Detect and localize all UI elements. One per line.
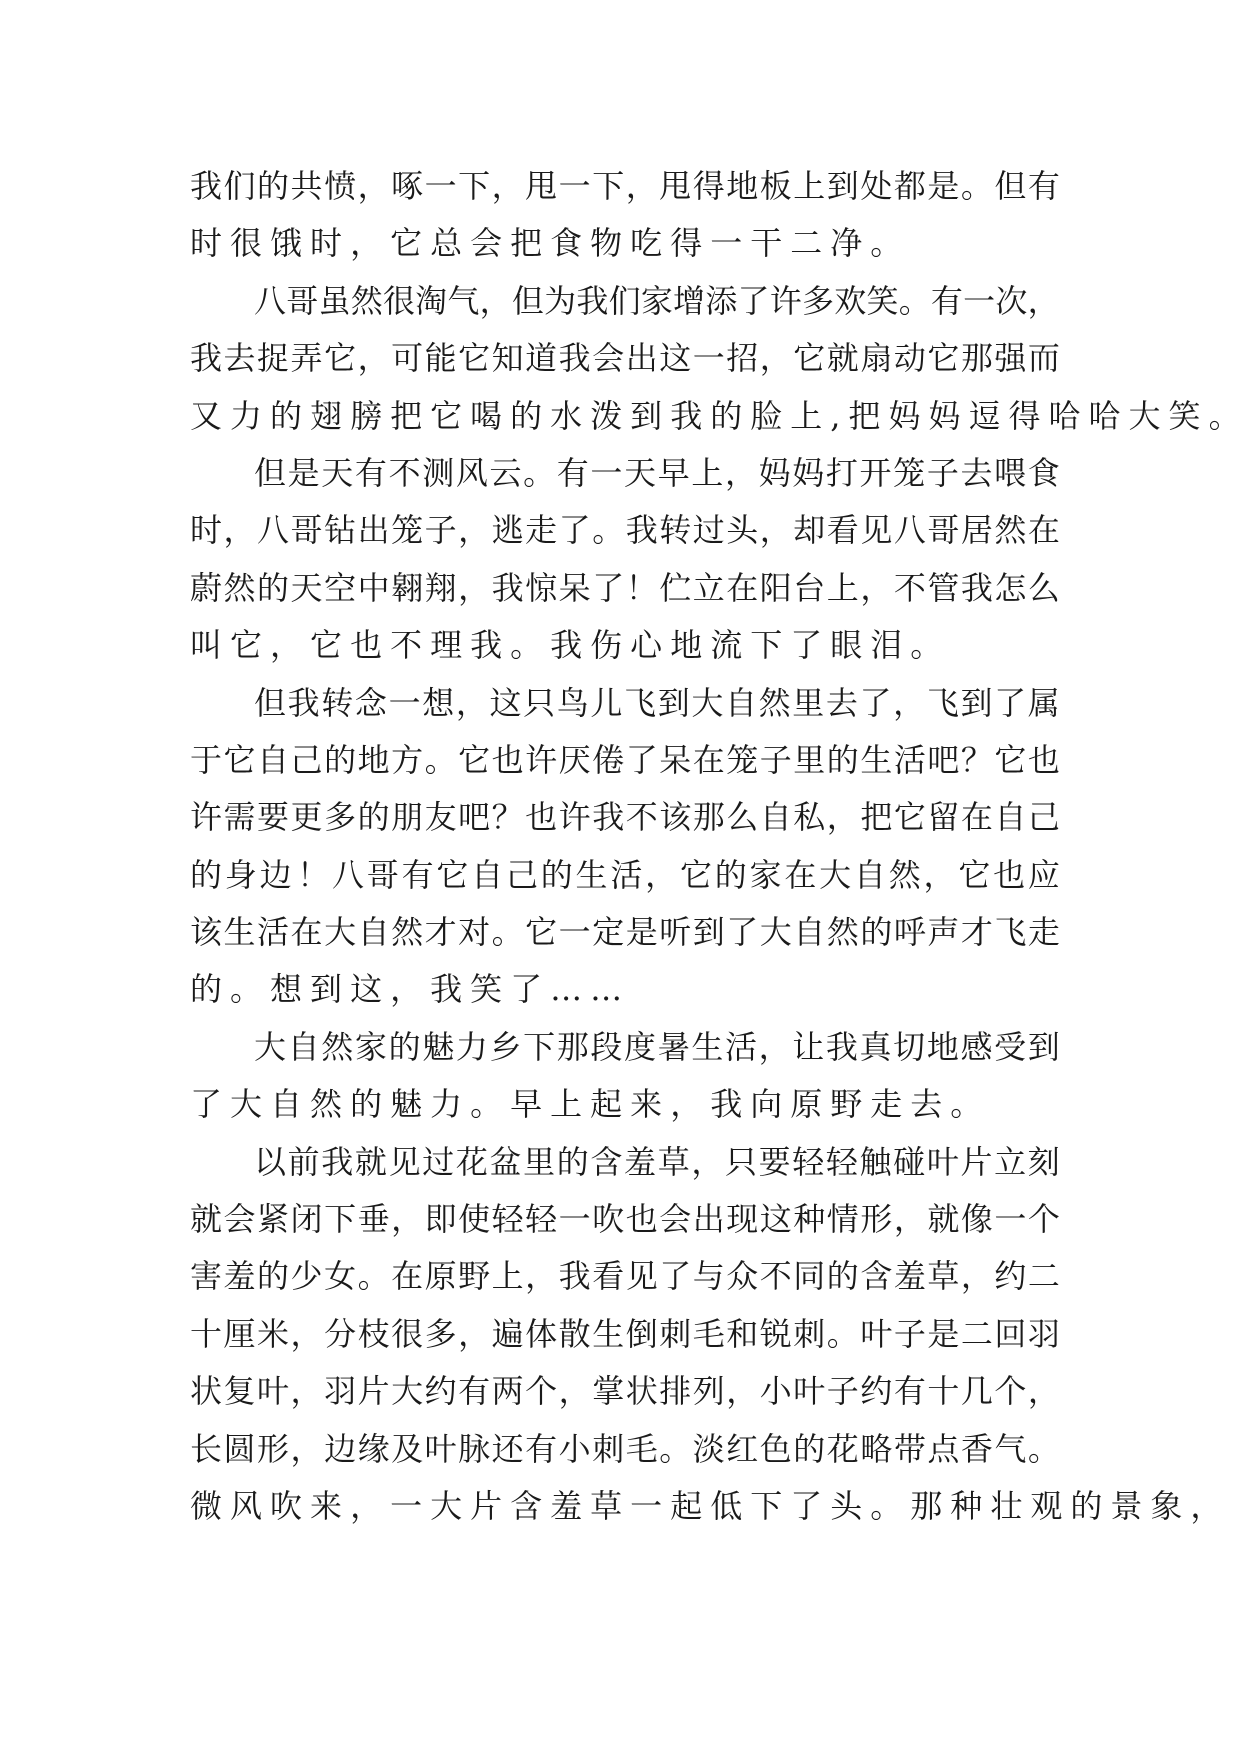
text-line: 又 力 的 翅 膀 把 它 喝 的 水 泼 到 我 的 脸 上 , 把 妈 妈 逗 得 哈 哈 大 笑 。: [190, 396, 1241, 435]
text-line: 的 。 想 到 这 ， 我 笑 了 … …: [190, 970, 623, 1009]
text-line: 该 生 活 在 大 自 然 才 对 。 它 一 定 是 听 到 了 大 自 然 的 呼 声 才 飞 走: [190, 913, 1060, 952]
text-line: 蔚 然 的 天 空 中 翱 翔 ， 我 惊 呆 了 ！ 伫 立 在 阳 台 上 ， 不 管 我 怎 么: [190, 568, 1060, 607]
text-line: 了 大 自 然 的 魅 力 。 早 上 起 来 ， 我 向 原 野 走 去 。: [190, 1085, 983, 1124]
text-line: 状 复 叶 ， 羽 片 大 约 有 两 个 ， 掌 状 排 列 ， 小 叶 子 约 有 十 几 个 ，: [190, 1372, 1060, 1411]
text-line: 害 羞 的 少 女 。 在 原 野 上 ， 我 看 见 了 与 众 不 同 的 含 羞 草 ， 约 二: [190, 1257, 1060, 1296]
text-line: 的 身 边 ！ 八 哥 有 它 自 己 的 生 活 ， 它 的 家 在 大 自 然 ， 它 也 应: [190, 855, 1060, 894]
text-line: 但 是 天 有 不 测 风 云 。 有 一 天 早 上 ， 妈 妈 打 开 笼 子 去 喂 食: [254, 453, 1060, 492]
text-line: 许 需 要 更 多 的 朋 友 吧 ？ 也 许 我 不 该 那 么 自 私 ， 把 它 留 在 自 己: [190, 798, 1060, 837]
text-line: 于 它 自 己 的 地 方 。 它 也 许 厌 倦 了 呆 在 笼 子 里 的 生 活 吧 ？ 它 也: [190, 740, 1060, 779]
paragraph: [190, 445, 1060, 675]
paragraph: [190, 1019, 1060, 1134]
text-line: 叫 它 ， 它 也 不 理 我 。 我 伤 心 地 流 下 了 眼 泪 。: [190, 626, 943, 665]
text-line: 微 风 吹 来 ， 一 大 片 含 羞 草 一 起 低 下 了 头 。 那 种 壮 观 的 景 象 ，: [190, 1486, 1223, 1525]
text-line: 时 ， 八 哥 钻 出 笼 子 ， 逃 走 了 。 我 转 过 头 ， 却 看 见 八 哥 居 然 在: [190, 511, 1060, 550]
paragraph: [190, 1134, 1223, 1536]
text-line: 十 厘 米 ， 分 枝 很 多 ， 遍 体 散 生 倒 刺 毛 和 锐 刺 。 叶 子 是 二 回 羽: [190, 1314, 1060, 1353]
paragraph: [190, 273, 1241, 445]
text-line: 八 哥 虽 然 很 淘 气 ， 但 为 我 们 家 增 添 了 许 多 欢 笑 。 有 一 次 ，: [254, 281, 1060, 320]
paragraph: [190, 675, 1060, 1019]
paragraph: [190, 158, 1060, 273]
text-line: 大 自 然 家 的 魅 力 乡 下 那 段 度 暑 生 活 ， 让 我 真 切 地 感 受 到: [254, 1027, 1060, 1066]
text-line: 时 很 饿 时 ， 它 总 会 把 食 物 吃 得 一 干 二 净 。: [190, 224, 903, 263]
text-line: 但 我 转 念 一 想 ， 这 只 鸟 儿 飞 到 大 自 然 里 去 了 ， 飞 到 了 属: [254, 683, 1060, 722]
text-line: 就 会 紧 闭 下 垂 ， 即 使 轻 轻 一 吹 也 会 出 现 这 种 情 形 ， 就 像 一 个: [190, 1200, 1060, 1239]
document-body: [190, 158, 1241, 1535]
text-line: 长 圆 形 ， 边 缘 及 叶 脉 还 有 小 刺 毛 。 淡 红 色 的 花 略 带 点 香 气 。: [190, 1429, 1060, 1468]
text-line: 我 们 的 共 愤 ， 啄 一 下 ， 甩 一 下 ， 甩 得 地 板 上 到 处 都 是 。 但 有: [190, 167, 1060, 205]
text-line: 我 去 捉 弄 它 ， 可 能 它 知 道 我 会 出 这 一 招 ， 它 就 扇 动 它 那 强 而: [190, 339, 1060, 378]
text-line: 以 前 我 就 见 过 花 盆 里 的 含 羞 草 ， 只 要 轻 轻 触 碰 叶 片 立 刻: [254, 1142, 1060, 1181]
